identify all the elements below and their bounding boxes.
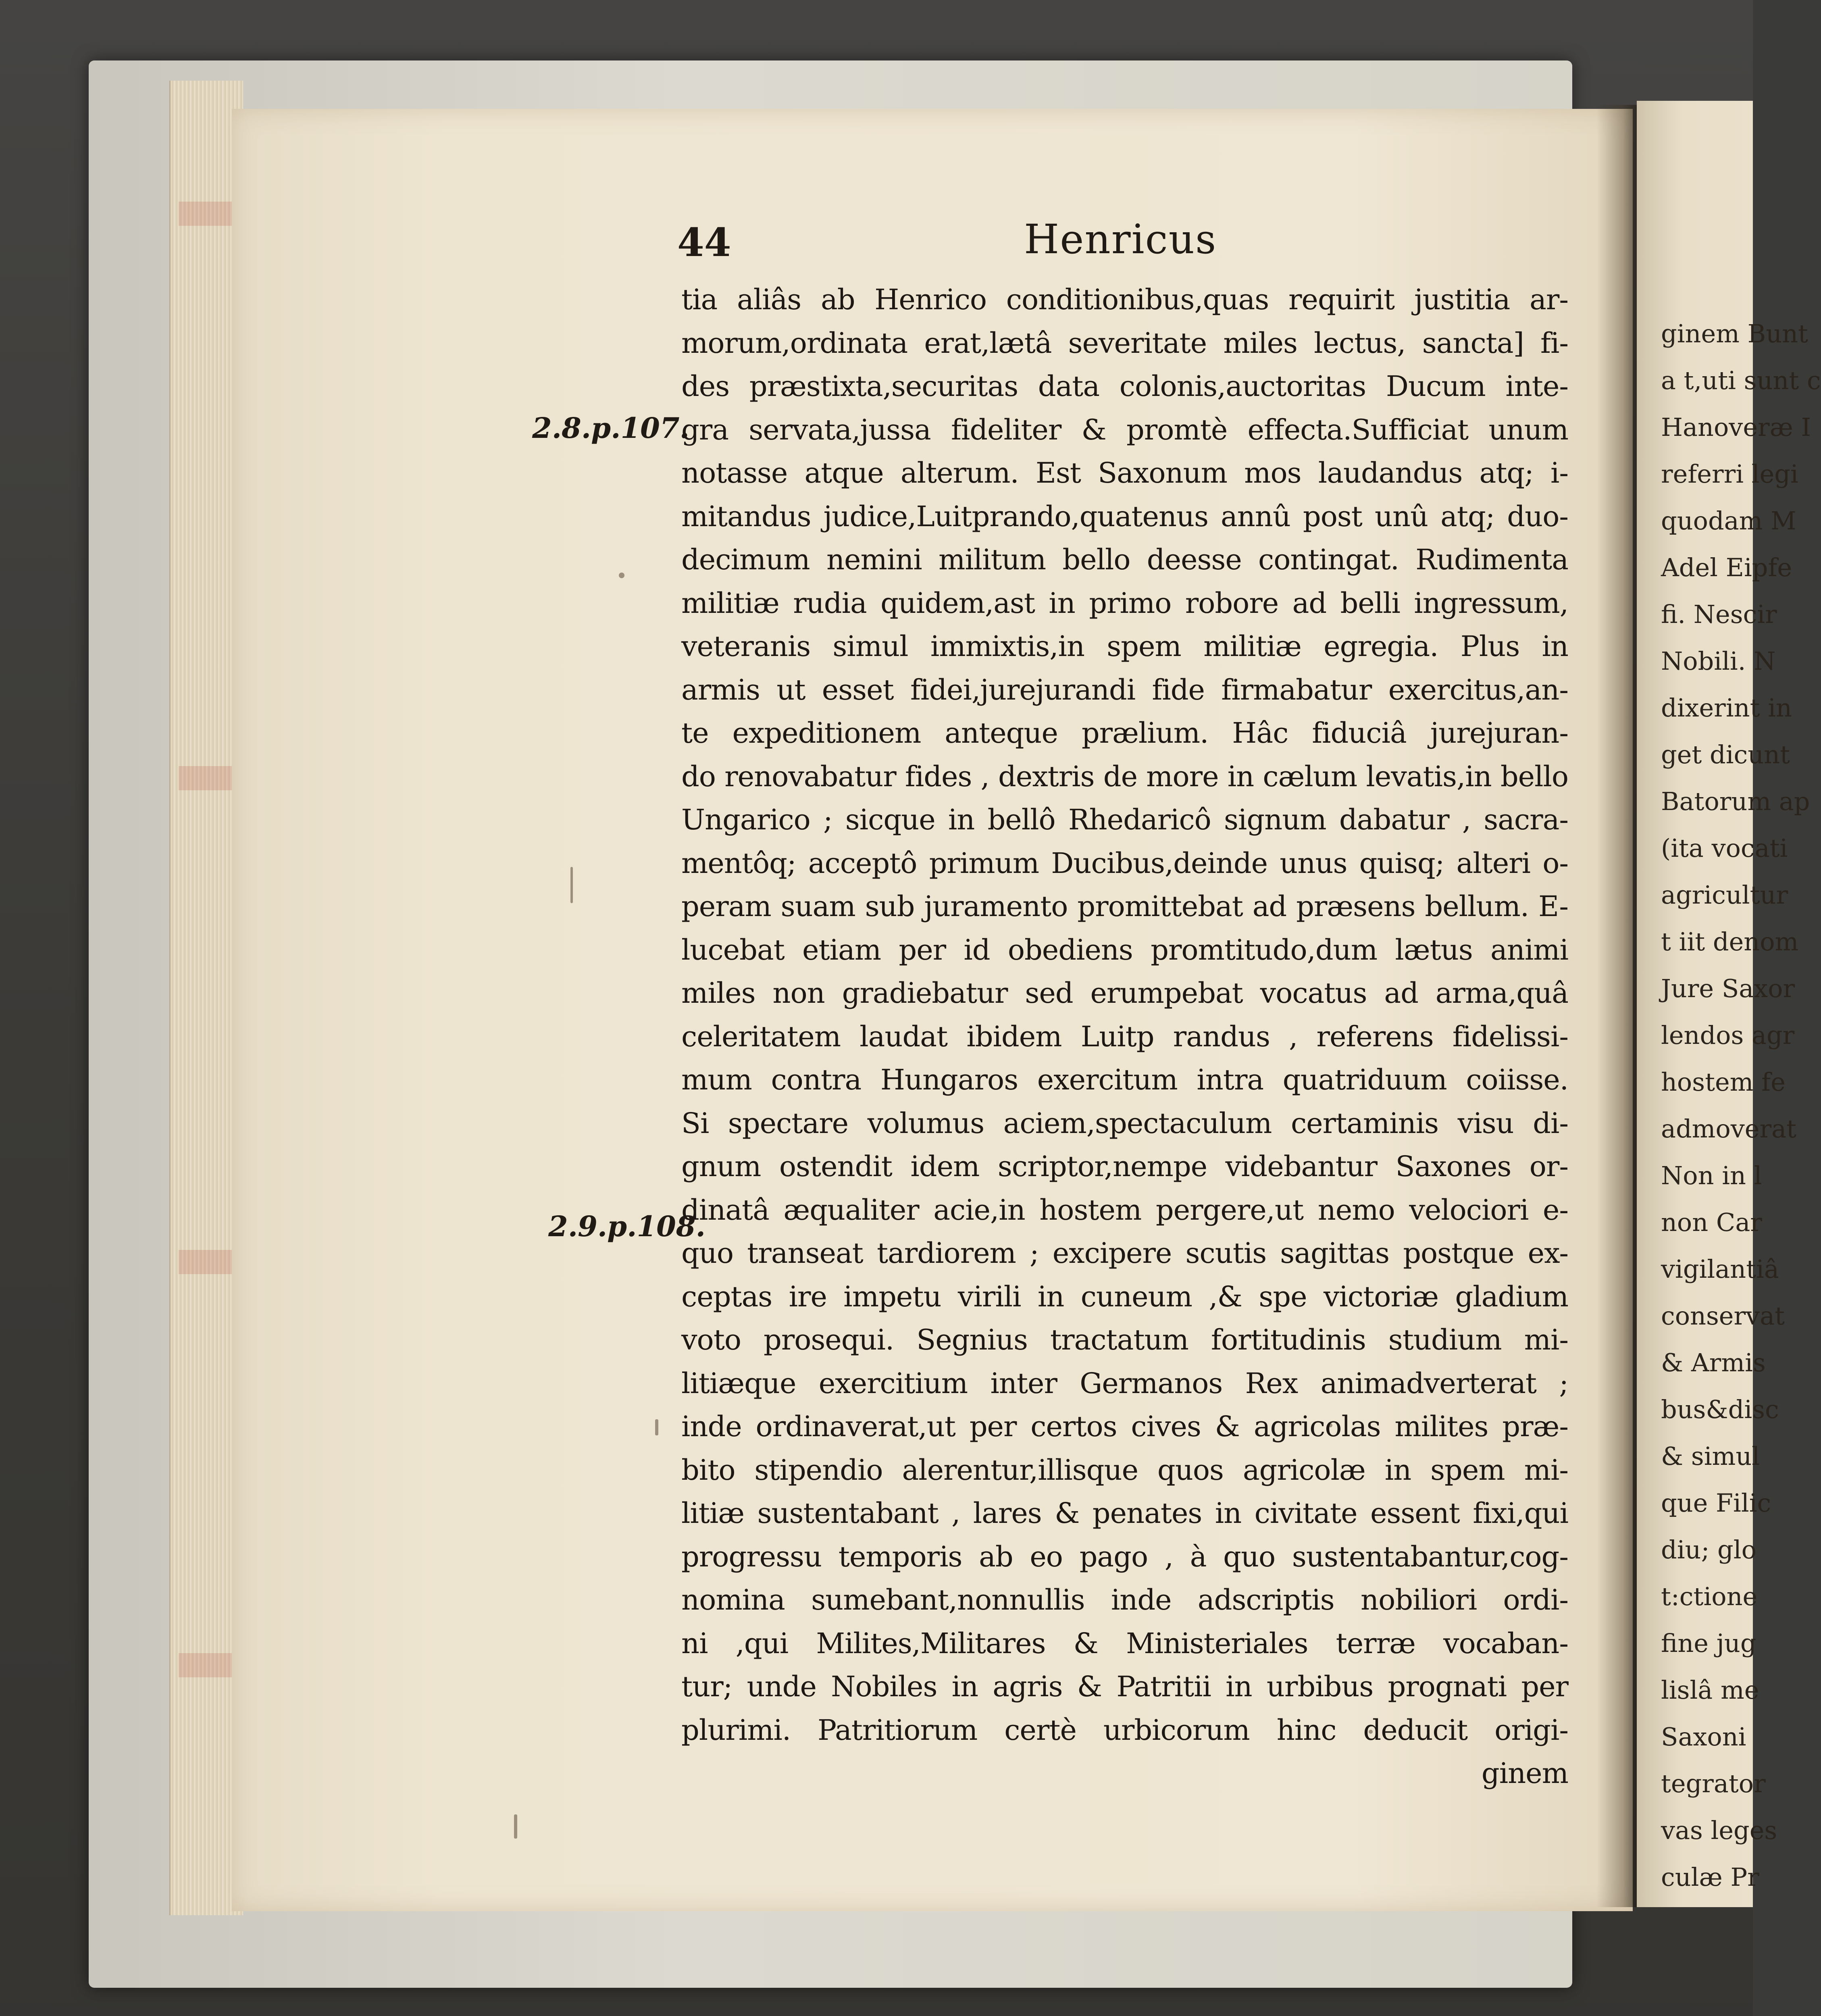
facing-page-line: Jure Saxor: [1661, 974, 1795, 1003]
facing-page-line: non Car: [1661, 1208, 1762, 1237]
running-head: Henricus: [1024, 216, 1217, 263]
facing-page-line: & Armis: [1661, 1348, 1766, 1377]
facing-page-line: a t,uti sunt c: [1661, 366, 1821, 395]
text-line: ceptas ire impetu virili in cuneum ,& spe victoriæ gladium: [681, 1280, 1568, 1313]
facing-page-line: vigilantiâ: [1661, 1254, 1779, 1284]
text-line: bito stipendio alerentur,illisque quos agricolæ in spem mi-: [681, 1453, 1568, 1487]
text-line: armis ut esset fidei,jurejurandi fide firmabatur exercitus,an-: [681, 673, 1568, 706]
page-number: 44: [677, 220, 731, 265]
text-line: miles non gradiebatur sed erumpebat vocatus ad arma,quâ: [681, 977, 1568, 1010]
text-line: tur; unde Nobiles in agris & Patritii in urbibus prognati per: [681, 1670, 1568, 1703]
text-line: plurimi. Patritiorum certè urbicorum hinc deducit origi-: [681, 1713, 1568, 1747]
text-line: nomina sumebant,nonnullis inde adscriptis nobiliori ordi-: [681, 1583, 1568, 1616]
facing-page-line: lendos agr: [1661, 1020, 1795, 1050]
facing-page-line: quodam M: [1661, 506, 1796, 535]
text-line: gnum ostendit idem scriptor,nempe videbantur Saxones or-: [681, 1150, 1568, 1183]
facing-page-line: Nobili. N: [1661, 646, 1776, 676]
text-line: litiæque exercitium inter Germanos Rex animadverterat ;: [681, 1366, 1568, 1400]
facing-page-line: diu; glo: [1661, 1535, 1756, 1564]
text-line: celeritatem laudat ibidem Luitp randus , referens fidelissi-: [681, 1020, 1568, 1053]
facing-page-line: culæ Pr: [1661, 1862, 1759, 1892]
text-line: voto prosequi. Segnius tractatum fortitudinis studium mi-: [681, 1323, 1568, 1356]
paper-speck: [570, 867, 573, 903]
facing-page-line: Hanoveræ I: [1661, 412, 1811, 442]
text-line: litiæ sustentabant , lares & penates in civitate essent fixi,qui: [681, 1497, 1568, 1530]
facing-page-line: fi. Nescir: [1661, 600, 1777, 629]
text-line: notasse atque alterum. Est Saxonum mos laudandus atq; i-: [681, 456, 1568, 489]
text-line: gra servata,jussa fideliter & promtè effecta.Sufficiat unum: [681, 413, 1568, 446]
text-line: des præstixta,securitas data colonis,auctoritas Ducum inte-: [681, 370, 1568, 403]
facing-page-line: agricultur: [1661, 880, 1788, 910]
marginal-reference: 2.9.p.108.: [548, 1210, 706, 1243]
red-edge-mark: [179, 1653, 235, 1677]
text-line: ni ,qui Milites,Militares & Ministeriales terræ vocaban-: [681, 1627, 1568, 1660]
facing-page-line: & simul: [1661, 1441, 1760, 1471]
text-line: Si spectare volumus aciem,spectaculum certaminis visu di-: [681, 1106, 1568, 1140]
facing-page-line: referri legi: [1661, 459, 1798, 489]
text-line: quo transeat tardiorem ; excipere scutis sagittas postque ex-: [681, 1237, 1568, 1270]
paper-speck: [619, 573, 624, 578]
paper-speck: [655, 1419, 658, 1435]
text-line: veteranis simul immixtis,in spem militiæ egregia. Plus in: [681, 630, 1568, 663]
text-line: Ungarico ; sicque in bellô Rhedaricô signum dabatur , sacra-: [681, 803, 1568, 836]
facing-page-line: Batorum ap: [1661, 787, 1810, 816]
facing-page-line: tegrator: [1661, 1769, 1766, 1798]
page-header: [0, 216, 1753, 280]
text-line: lucebat etiam per id obediens promtitudo,dum lætus animi: [681, 933, 1568, 966]
facing-page-line: admoverat: [1661, 1114, 1797, 1143]
text-line: morum,ordinata erat,lætâ severitate miles lectus, sancta] fi-: [681, 326, 1568, 360]
text-line: mitandus judice,Luitprando,quatenus annû post unû atq; duo-: [681, 500, 1568, 533]
red-edge-mark: [179, 1250, 235, 1274]
text-line: mum contra Hungaros exercitum intra quatriduum coiisse.: [681, 1063, 1568, 1096]
text-line: militiæ rudia quidem,ast in primo robore ad belli ingressum,: [681, 586, 1568, 620]
facing-page-line: t iit denom: [1661, 927, 1799, 956]
text-line: peram suam sub juramento promittebat ad præsens bellum. E-: [681, 890, 1568, 923]
text-line: progressu temporis ab eo pago , à quo sustentabantur,cog-: [681, 1540, 1568, 1573]
facing-page-line: (ita vocati: [1661, 833, 1788, 863]
text-line: mentôq; acceptô primum Ducibus,deinde unus quisq; alteri o-: [681, 846, 1568, 880]
facing-page-line: bus&disc: [1661, 1395, 1779, 1424]
facing-page-line: lislâ me: [1661, 1675, 1759, 1705]
text-line: do renovabatur fides , dextris de more in cælum levatis,in bello: [681, 760, 1568, 793]
facing-page-line: Non in l: [1661, 1161, 1762, 1190]
marginal-reference: 2.8.p.107.: [532, 411, 689, 445]
facing-page: [1637, 101, 1821, 1907]
paper-speck: [514, 1814, 517, 1839]
facing-page-line: ginem Bunt: [1661, 319, 1808, 348]
text-line: inde ordinaverat,ut per certos cives & agricolas milites præ-: [681, 1410, 1568, 1443]
facing-page-line: Adel Eipfe: [1661, 553, 1792, 582]
facing-page-line: dixerint in: [1661, 693, 1792, 723]
facing-page-line: fine jug: [1661, 1629, 1756, 1658]
facing-page-line: Saxoni: [1661, 1722, 1746, 1752]
facing-page-line: conservat: [1661, 1301, 1785, 1331]
facing-page-line: vas leges: [1661, 1816, 1777, 1845]
catchword: ginem: [1481, 1757, 1568, 1790]
text-line: dinatâ æqualiter acie,in hostem pergere,ut nemo velociori e-: [681, 1193, 1568, 1227]
text-line: decimum nemini militum bello deesse contingat. Rudimenta: [681, 543, 1568, 576]
text-line: tia aliâs ab Henrico conditionibus,quas requirit justitia ar-: [681, 283, 1568, 316]
facing-page-line: que Filic: [1661, 1488, 1771, 1518]
text-line: te expeditionem anteque prælium. Hâc fiduciâ jurejuran-: [681, 716, 1568, 750]
gutter-shadow: [1596, 105, 1641, 1907]
red-edge-mark: [179, 766, 235, 790]
facing-page-line: hostem fe: [1661, 1067, 1786, 1097]
facing-page-line: get dicunt: [1661, 740, 1790, 769]
body-text: [681, 278, 1568, 1795]
facing-page-line: t:ctione: [1661, 1582, 1758, 1611]
